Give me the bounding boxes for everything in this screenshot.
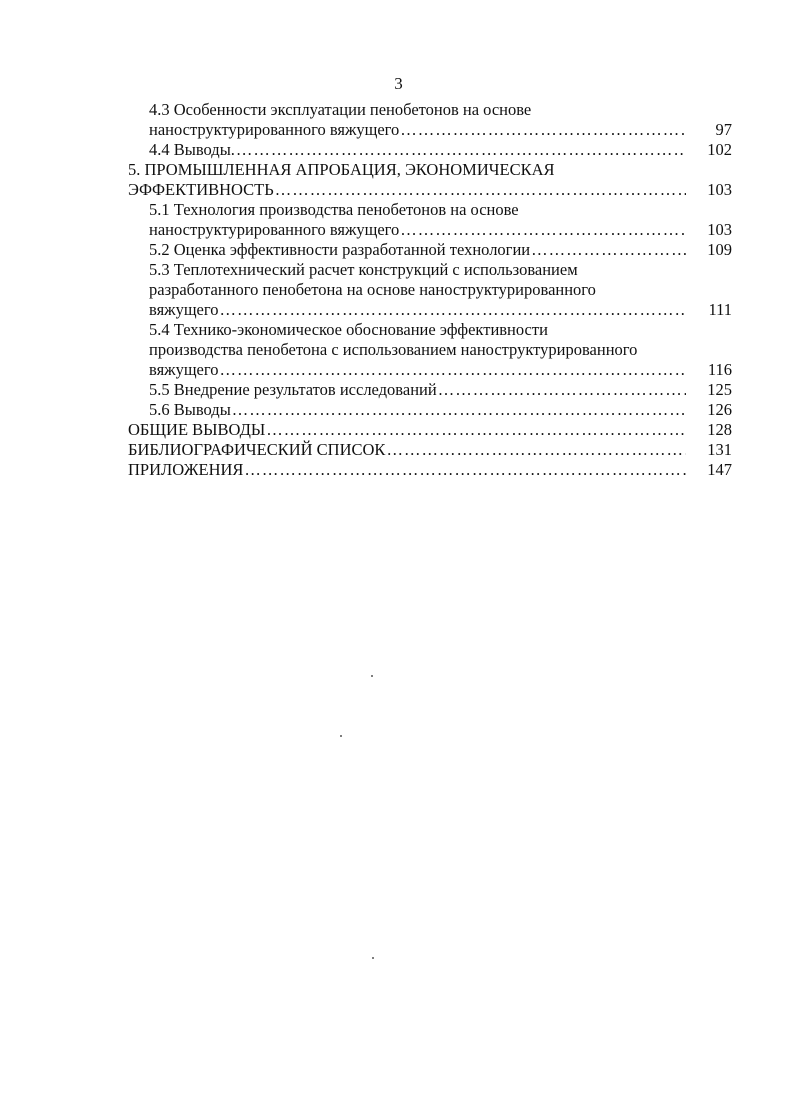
toc-entry-title: ЭФФЕКТИВНОСТЬ (128, 180, 274, 199)
toc-entry-page-number: 125 (707, 380, 732, 399)
toc-entry-title: 5.6 Выводы (149, 400, 231, 419)
toc-entry-page-number: 126 (707, 400, 732, 419)
toc-entry (128, 440, 738, 460)
toc-entry (128, 160, 738, 200)
toc-entry-page-number: 128 (707, 420, 732, 439)
toc-entry (128, 200, 738, 240)
toc-entry-last-line (149, 220, 738, 240)
dot-leader (266, 420, 686, 440)
dot-leader (531, 240, 686, 260)
toc-entry (128, 260, 738, 320)
toc-entry-last-line (149, 400, 738, 420)
toc-entry-page-number: 103 (707, 180, 732, 199)
toc-entry-last-line (128, 180, 738, 200)
toc-entry-last-line (149, 120, 738, 140)
toc-entry-line: 5.3 Теплотехнический расчет конструкций с использованием (149, 260, 578, 279)
toc-entry-line: 5. ПРОМЫШЛЕННАЯ АПРОБАЦИЯ, ЭКОНОМИЧЕСКАЯ (128, 160, 555, 179)
toc-entry-line: 5.4 Технико-экономическое обоснование эффективности (149, 320, 548, 339)
dot-leader (386, 440, 686, 460)
dot-leader (275, 180, 686, 200)
toc-entry-page-number: 116 (707, 360, 732, 379)
toc-entry-title: вяжущего (149, 300, 219, 319)
toc-entry-page-number: 131 (707, 440, 732, 459)
toc-entry (128, 320, 738, 380)
toc-entry (128, 140, 738, 160)
dot-leader (236, 140, 686, 160)
toc-entry-title: наноструктурированного вяжущего (149, 220, 400, 239)
dot-leader (438, 380, 686, 400)
toc-entry-title: 4.4 Выводы. (149, 140, 235, 159)
toc-entry (128, 240, 738, 260)
toc-entry (128, 400, 738, 420)
toc-entry-page-number: 147 (707, 460, 732, 479)
toc-entry-title: вяжущего (149, 360, 219, 379)
toc-entry-line: разработанного пенобетона на основе наноструктурированного (149, 280, 596, 299)
toc-entry-line: производства пенобетона с использованием наноструктурированного (149, 340, 638, 359)
scan-speck (372, 957, 374, 959)
toc-entry-page-number: 103 (707, 220, 732, 239)
toc-entry (128, 100, 738, 140)
toc-entry-title: 5.2 Оценка эффективности разработанной технологии (149, 240, 531, 259)
toc-entry (128, 420, 738, 440)
toc-entry-last-line (149, 360, 738, 380)
toc-entry-last-line (128, 460, 738, 480)
dot-leader (400, 120, 686, 140)
toc-entry-line: 4.3 Особенности эксплуатации пенобетонов на основе (149, 100, 532, 119)
toc-entry-title: БИБЛИОГРАФИЧЕСКИЙ СПИСОК (128, 440, 386, 459)
toc-entry-title: 5.5 Внедрение результатов исследований (149, 380, 437, 399)
toc-entry-title: ОБЩИЕ ВЫВОДЫ (128, 420, 266, 439)
toc-entry-last-line (149, 300, 738, 320)
toc-entry-last-line (149, 240, 738, 260)
toc-entry-title: ПРИЛОЖЕНИЯ (128, 460, 244, 479)
scan-speck (371, 675, 373, 677)
toc-entry-page-number: 102 (707, 140, 732, 159)
toc-entry-page-number: 97 (715, 120, 732, 139)
toc-entry-last-line (128, 420, 738, 440)
toc-entry-line: 5.1 Технология производства пенобетонов на основе (149, 200, 519, 219)
dot-leader (219, 300, 686, 320)
toc-entry-last-line (149, 380, 738, 400)
toc-entry-last-line (128, 440, 738, 460)
table-of-contents (128, 100, 738, 480)
toc-entry (128, 460, 738, 480)
toc-entry-page-number: 111 (708, 300, 732, 319)
toc-entry-title: наноструктурированного вяжущего (149, 120, 400, 139)
dot-leader (232, 400, 686, 420)
toc-entry (128, 380, 738, 400)
page-number: 3 (394, 74, 403, 93)
dot-leader (244, 460, 686, 480)
dot-leader (219, 360, 686, 380)
dot-leader (400, 220, 686, 240)
scan-speck (340, 735, 342, 737)
toc-entry-last-line (149, 140, 738, 160)
toc-entry-page-number: 109 (707, 240, 732, 259)
